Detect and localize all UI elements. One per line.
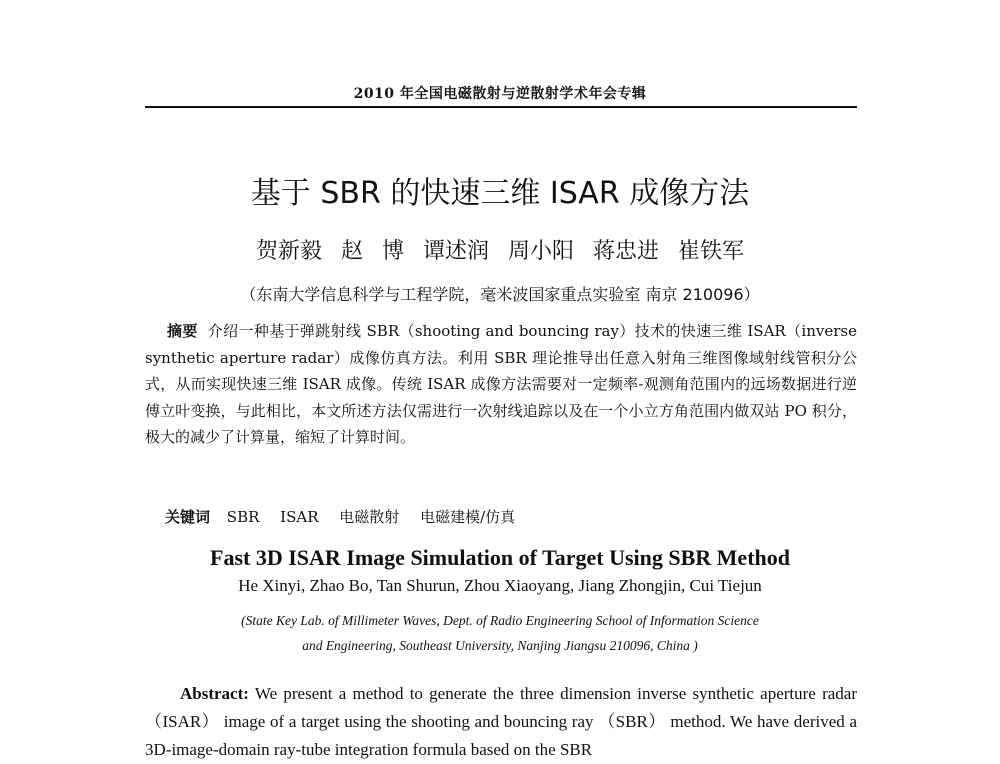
paper-title-cn: 基于 SBR 的快速三维 ISAR 成像方法 — [250, 176, 750, 211]
abstract-cn-text: 介绍一种基于弹跳射线 SBR（shooting and bouncing ray）技术的快速三维 ISAR（inverse synthetic aperture radar）成像仿真方法。利用 SBR 理论推导出任意入射角三维图像域射线管积分公式，从而实现快速三维 ISAR 成像。传统 ISAR 成像方法需要对一定频率-观测角范围内的远场数据进行逆傅立叶变换，与此相比，本文所述方法仅需进行一次射线追踪以及在一个小立方角范围内做双站 PO 积分，极大的减少了计算量，缩短了计算时间。 — [145, 322, 857, 446]
keywords-cn — [165, 506, 531, 527]
keyword: 电磁建模/仿真 — [420, 508, 516, 526]
abstract-en-text: We present a method to generate the three dimension inverse synthetic aperture radar （ISAR） image of a target using the shooting and bouncing ray （SBR） method. We have derived a 3D-image-domain ray-tube integration formula based on the SBR — [145, 684, 857, 759]
abstract-cn-label: 摘要 — [167, 322, 198, 340]
paper-title-en: Fast 3D ISAR Image Simulation of Target Using SBR Method — [210, 545, 790, 570]
affiliation-en-line-2: and Engineering, Southeast University, Nanjing Jiangsu 210096, China ) — [302, 638, 698, 653]
abstract-cn — [145, 318, 857, 451]
authors-en: He Xinyi, Zhao Bo, Tan Shurun, Zhou Xiaoyang, Jiang Zhongjin, Cui Tiejun — [238, 576, 762, 595]
keyword: SBR — [226, 508, 260, 526]
authors-cn: 贺新毅 赵 博 谭述润 周小阳 蒋忠进 崔铁军 — [256, 239, 744, 264]
keywords-cn-label: 关键词 — [165, 508, 211, 526]
affiliation-cn: （东南大学信息科学与工程学院，毫米波国家重点实验室 南京 210096） — [240, 285, 760, 304]
affiliation-en — [0, 608, 1000, 658]
header-rule — [145, 106, 857, 108]
abstract-en — [145, 680, 857, 764]
keyword: 电磁散射 — [339, 508, 400, 526]
running-header: 2010 年全国电磁散射与逆散射学术年会专辑 — [353, 86, 647, 102]
keyword: ISAR — [280, 508, 319, 526]
affiliation-en-line-1: (State Key Lab. of Millimeter Waves, Dept. of Radio Engineering School of Information Science — [241, 613, 759, 628]
abstract-en-label: Abstract: — [180, 684, 249, 703]
